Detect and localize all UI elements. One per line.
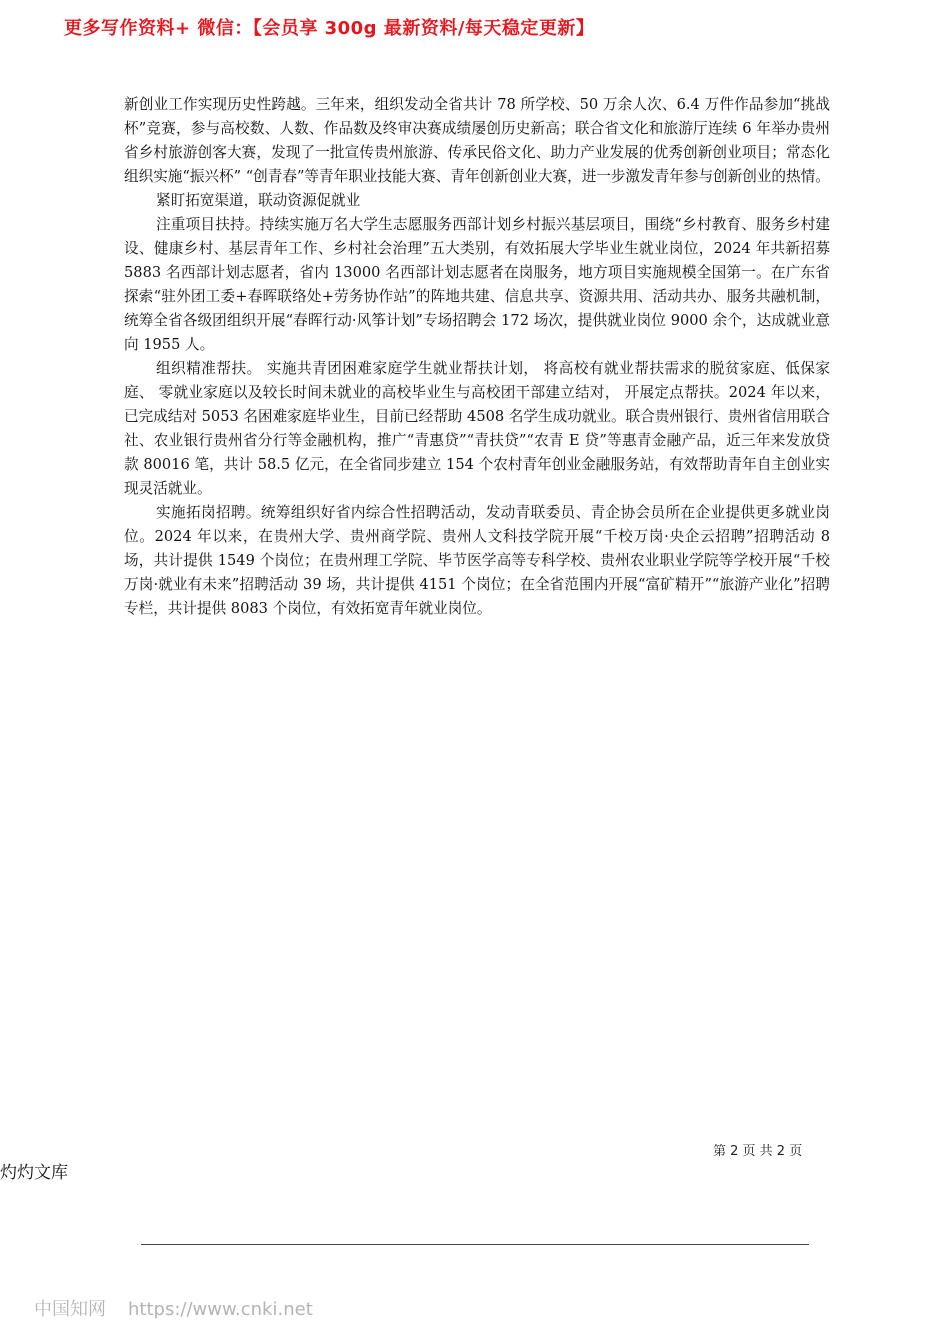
document-body — [124, 93, 830, 621]
library-name: 灼灼文库 — [0, 1163, 68, 1183]
paragraph-project-support: 注重项目扶持。持续实施万名大学生志愿服务西部计划乡村振兴基层项目，围绕“乡村教育、服务乡村建设、健康乡村、基层青年工作、乡村社会治理”五大类别，有效拓展大学毕业生就业岗位，2024 年共新招募 5883 名西部计划志愿者，省内 13000 名西部计划志愿者在岗服务，地方项目实施规模全国第一。在广东省探索“驻外团工委+春晖联络处+劳务协作站”的阵地共建、信息共享、资源共用、活动共办、服务共融机制，统筹全省各级团组织开展“春晖行动·风筝计划”专场招聘会 172 场次，提供就业岗位 9000 余个，达成就业意向 1955 人。 — [124, 216, 830, 353]
section-heading: 紧盯拓宽渠道，联动资源促就业 — [156, 192, 361, 209]
paragraph-precise-assistance: 组织精准帮扶。 实施共青团困难家庭学生就业帮扶计划， 将高校有就业帮扶需求的脱贫家庭、低保家庭、 零就业家庭以及较长时间未就业的高校毕业生与高校团干部建立结对， 开展定点帮扶。2024 年以来，已完成结对 5053 名困难家庭毕业生，目前已经帮助 4508 名学生成功就业。联合贵州银行、贵州省信用联合社、农业银行贵州省分行等金融机构，推广“青惠贷”“青扶贷”“农青 E 贷”等惠青金融产品，近三年来发放贷款 80016 笔，共计 58.5 亿元，在全省同步建立 154 个农村青年创业金融服务站，有效帮助青年自主创业实现灵活就业。 — [124, 360, 830, 497]
watermark-site-name: 中国知网 — [34, 1299, 106, 1320]
watermark — [34, 1295, 313, 1321]
promo-banner: 更多写作资料+ 微信：【会员享 300g 最新资料/每天稳定更新】 — [64, 18, 595, 39]
watermark-url: https://www.cnki.net — [128, 1299, 313, 1320]
page-number: 第 2 页 共 2 页 — [713, 1144, 803, 1159]
footer-divider — [141, 1244, 809, 1245]
paragraph-job-recruitment: 实施拓岗招聘。统筹组织好省内综合性招聘活动，发动青联委员、青企协会员所在企业提供更多就业岗位。2024 年以来，在贵州大学、贵州商学院、贵州人文科技学院开展“千校万岗·央企云招聘”招聘活动 8 场，共计提供 1549 个岗位；在贵州理工学院、毕节医学高等专科学校、贵州农业职业学院等学校开展“千校万岗·就业有未来”招聘活动 39 场，共计提供 4151 个岗位；在全省范围内开展“富矿精开”“旅游产业化”招聘专栏，共计提供 8083 个岗位，有效拓宽青年就业岗位。 — [124, 504, 830, 617]
paragraph-1: 新创业工作实现历史性跨越。三年来，组织发动全省共计 78 所学校、50 万余人次、6.4 万件作品参加“挑战杯”竞赛，参与高校数、人数、作品数及终审决赛成绩屡创历史新高；联合省文化和旅游厅连续 6 年举办贵州省乡村旅游创客大赛，发现了一批宣传贵州旅游、传承民俗文化、助力产业发展的优秀创新创业项目；常态化组织实施“振兴杯” “创青春”等青年职业技能大赛、青年创新创业大赛，进一步激发青年参与创新创业的热情。 — [124, 96, 830, 185]
